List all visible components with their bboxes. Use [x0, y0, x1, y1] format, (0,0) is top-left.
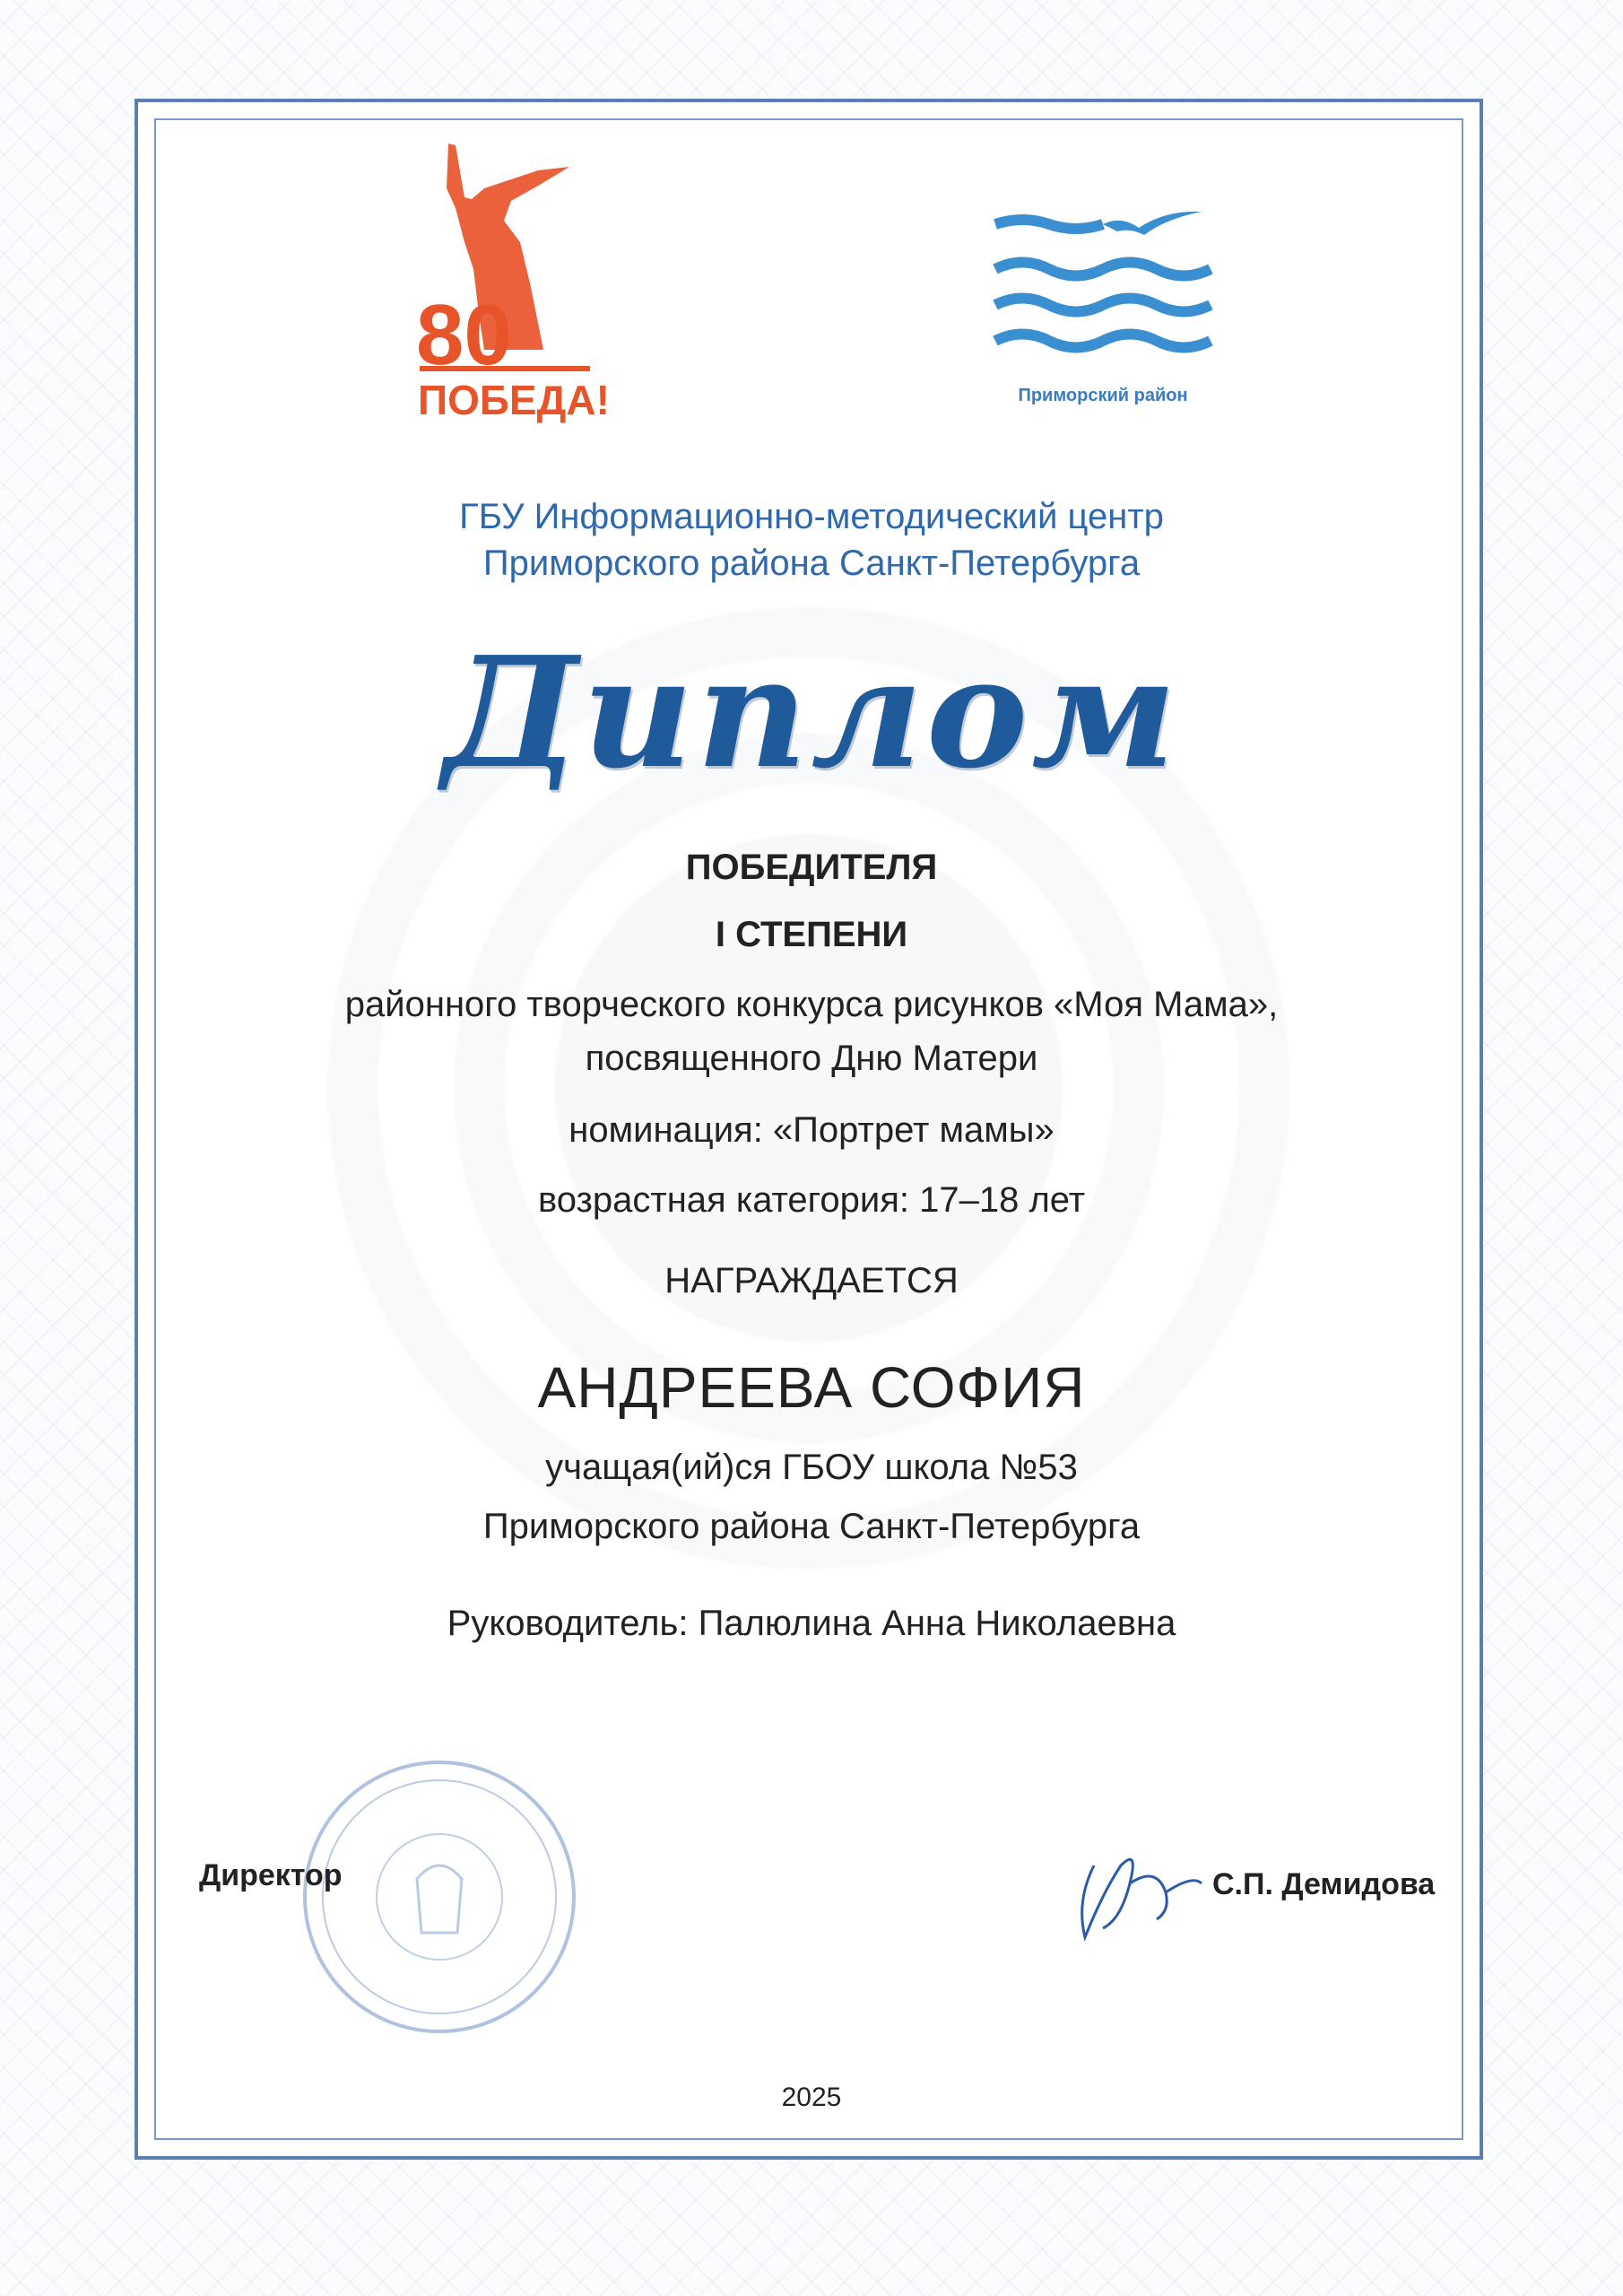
organization-line-1: ГБУ Информационно-методический центр	[459, 497, 1164, 536]
seagull-icon	[1103, 212, 1202, 235]
age-category: возрастная категория: 17–18 лет	[537, 1180, 1086, 1220]
awarded-label: НАГРАЖДАЕТСЯ	[664, 1261, 959, 1300]
recipient-name: АНДРЕЕВА СОФИЯ	[537, 1355, 1086, 1420]
school-line-2: Приморского района Санкт-Петербурга	[482, 1507, 1141, 1546]
nomination: номинация: «Портрет мамы»	[568, 1110, 1055, 1150]
school-line-1: учащая(ий)ся ГБОУ школа №53	[545, 1448, 1078, 1487]
director-label: Директор	[199, 1858, 343, 1892]
contest-line-2: посвященного Дню Матери	[585, 1039, 1038, 1078]
director-name: С.П. Демидова	[1212, 1867, 1436, 1901]
victory-80-logo	[386, 135, 619, 439]
contest-line-1: районного творческого конкурса рисунков «Моя Мама»,	[344, 985, 1279, 1024]
victory-word: ПОБЕДА!	[418, 377, 610, 423]
victory-number: 80	[416, 287, 512, 383]
award-rank-line-1: ПОБЕДИТЕЛЯ	[685, 848, 938, 887]
supervisor: Руководитель: Палюлина Анна Николаевна	[447, 1604, 1176, 1643]
diploma-title: Диплом	[443, 623, 1180, 803]
issue-year: 2025	[781, 2083, 842, 2112]
award-rank-line-2: I СТЕПЕНИ	[715, 915, 908, 954]
district-caption: Приморский район	[1018, 386, 1188, 405]
director-signature	[1067, 1830, 1228, 1955]
organization-line-2: Приморского района Санкт-Петербурга	[482, 544, 1141, 583]
official-stamp	[296, 1753, 583, 2040]
